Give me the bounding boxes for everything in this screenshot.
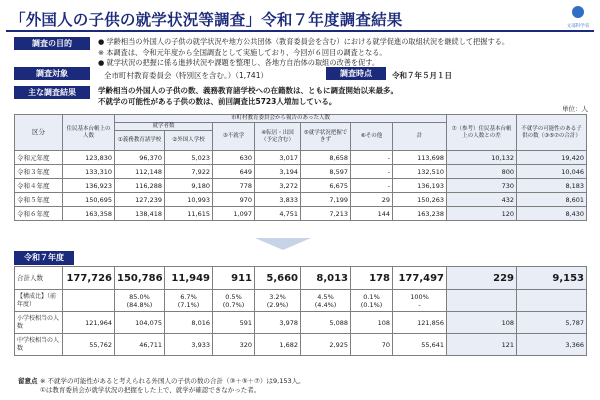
r7-table [14, 266, 587, 356]
year-row-cell-c4: 4,751 [255, 207, 301, 221]
header-c3: ③不就学 [213, 123, 255, 151]
year-row-cell-c2: 9,180 [165, 179, 213, 193]
r7-elem-c6: 108 [351, 312, 393, 334]
r7-elem-c5: 5,088 [301, 312, 351, 334]
year-row-cell-c2: 5,023 [165, 151, 213, 165]
year-row-cell-c5: 6,675 [301, 179, 351, 193]
year-row-cell-year: 令和３年度 [15, 165, 63, 179]
year-row-cell-c9: 8,183 [517, 179, 587, 193]
year-row-cell-c9: 10,046 [517, 165, 587, 179]
down-arrow-icon [255, 238, 311, 250]
r7-ratio-c6-val: 0.1% [363, 292, 380, 301]
year-row-cell-c9: 8,601 [517, 193, 587, 207]
year-row-cell-c9: 19,420 [517, 151, 587, 165]
r7-mid-c2: 3,933 [165, 334, 213, 356]
header-c9: 不就学の可能性のある子供の数（③⑤⑦の合計） [517, 115, 587, 151]
history-table [14, 114, 587, 221]
purpose-line-2: ※ 本調査は、令和元年度から全国調査として実施しており、今回が６回目の調査となる。 [98, 47, 387, 57]
date-value: 令和７年５月１日 [392, 71, 452, 80]
header-shugaku: 就学者数 [115, 123, 213, 131]
page-title: 「外国人の子供の就学状況等調査」令和７年度調査結果 [10, 11, 403, 29]
year-row-cell-year: 令和元年度 [15, 151, 63, 165]
year-row-cell-a: 150,695 [63, 193, 115, 207]
r7-ratio-c2 [165, 290, 213, 312]
r7-elem-label: 小学校相当の人数 [15, 312, 63, 334]
r7-ratio-c8 [447, 290, 517, 312]
r7-total-c3: 911 [213, 267, 255, 290]
r7-total-a: 177,726 [63, 267, 115, 290]
purpose-line-1: ● 学齢相当の外国人の子供の就学状況や地方公共団体（教育委員会を含む）における就学促進の取組状況を継続して把握する。 [98, 37, 510, 46]
year-row-cell-c7: 150,263 [393, 193, 447, 207]
r7-total-label: 合計人数 [15, 267, 63, 290]
r7-ratio-c6 [351, 290, 393, 312]
header-c2: ②外国人学校 [165, 131, 213, 151]
r7-total-c9: 9,153 [517, 267, 587, 290]
r7-mid-c4: 1,682 [255, 334, 301, 356]
r7-mid-row [15, 334, 587, 356]
header-juki: 住民基本台帳上の人数 [63, 115, 115, 151]
results-label: 主な調査結果 [14, 86, 90, 99]
year-row-cell-c3: 1,097 [213, 207, 255, 221]
r7-elem-c2: 8,016 [165, 312, 213, 334]
unit-label: 単位：人 [562, 105, 588, 113]
target-label: 調査対象 [14, 67, 90, 80]
results-line-1: 学齢相当の外国人の子供の数、義務教育諸学校への在籍数は、ともに調査開始以来最多。 [98, 86, 398, 95]
r7-ratio-c4-prev: (2.9%) [266, 300, 289, 309]
year-row-cell-c5: 7,213 [301, 207, 351, 221]
year-row-cell-c2: 10,993 [165, 193, 213, 207]
r7-table-wrap [14, 266, 586, 356]
r7-ratio-c4 [255, 290, 301, 312]
notes-block [18, 377, 305, 395]
r7-ratio-row [15, 290, 587, 312]
r7-mid-label: 中学校相当の人数 [15, 334, 63, 356]
header-group: 市町村教育委員会から報告のあった人数 [115, 115, 447, 123]
year-row-cell-c5: 7,199 [301, 193, 351, 207]
r7-mid-c9: 3,366 [517, 334, 587, 356]
year-row [15, 207, 587, 221]
purpose-line-3: ● 就学状況の把握に係る進捗状況や課題を整理し、各地方自治体の取組の改善を促す。 [98, 58, 380, 67]
year-row-cell-year: 令和５年度 [15, 193, 63, 207]
year-row-cell-c3: 970 [213, 193, 255, 207]
notes-title: 留意点 [18, 377, 38, 385]
year-row-cell-c8: 800 [447, 165, 517, 179]
year-row-cell-c1: 138,418 [115, 207, 165, 221]
year-row-cell-c3: 649 [213, 165, 255, 179]
logo-emblem-icon [572, 6, 584, 18]
r7-mid-c5: 2,925 [301, 334, 351, 356]
target-value: 全市町村教育委員会（特別区を含む。）（1,741） [104, 71, 268, 80]
r7-elem-a: 121,964 [63, 312, 115, 334]
r7-ratio-c9 [517, 290, 587, 312]
year-row-cell-year: 令和４年度 [15, 179, 63, 193]
r7-elem-c8: 108 [447, 312, 517, 334]
r7-ratio-c7-val: 100% [410, 292, 429, 301]
year-row [15, 165, 587, 179]
history-table-wrap [14, 114, 586, 221]
year-row-cell-c2: 11,615 [165, 207, 213, 221]
r7-ratio-label: 【構成比】（前年度） [15, 290, 63, 312]
note-line-1: ※ 不就学の可能性があると考えられる外国人の子供の数の合計（③＋⑤＋⑦）は9,153人。 [40, 377, 305, 385]
year-row-cell-c5: 8,597 [301, 165, 351, 179]
r7-elem-c3: 591 [213, 312, 255, 334]
r7-ratio-c3-val: 0.5% [225, 292, 242, 301]
year-row-cell-c6: 144 [351, 207, 393, 221]
r7-mid-c1: 46,711 [115, 334, 165, 356]
r7-ratio-c1-prev: (84.8%) [126, 300, 153, 309]
year-row-cell-c4: 3,833 [255, 193, 301, 207]
r7-total-c1: 150,786 [115, 267, 165, 290]
year-row-cell-c1: 127,239 [115, 193, 165, 207]
r7-elem-c4: 3,978 [255, 312, 301, 334]
r7-ratio-c7-prev: - [418, 300, 421, 309]
r7-ratio-c6-prev: (0.1%) [360, 300, 383, 309]
year-row-cell-a: 123,830 [63, 151, 115, 165]
r7-ratio-c7 [393, 290, 447, 312]
date-label: 調査時点 [326, 67, 386, 80]
r7-ratio-c2-val: 6.7% [180, 292, 197, 301]
r7-ratio-c2-prev: (7.1%) [177, 300, 200, 309]
r7-total-c7: 177,497 [393, 267, 447, 290]
note-line-2: ①は教育委員会が就学状況の把握をした上で、就学が確認できなかった者。 [40, 386, 261, 394]
year-row-cell-c7: 132,510 [393, 165, 447, 179]
year-row [15, 179, 587, 193]
year-row-cell-year: 令和６年度 [15, 207, 63, 221]
year-row-cell-c9: 8,430 [517, 207, 587, 221]
r7-total-c6: 178 [351, 267, 393, 290]
r7-total-c2: 11,949 [165, 267, 213, 290]
results-line-2: 不就学の可能性がある子供の数は、前回調査比5723人増加している。 [98, 96, 337, 106]
year-row-cell-a: 163,358 [63, 207, 115, 221]
year-row-cell-c3: 778 [213, 179, 255, 193]
r7-mid-c3: 320 [213, 334, 255, 356]
year-row-cell-c4: 3,017 [255, 151, 301, 165]
r7-ratio-c5-prev: (4.4%) [314, 300, 337, 309]
purpose-text [98, 37, 592, 69]
r7-mid-c8: 121 [447, 334, 517, 356]
year-row-cell-c8: 432 [447, 193, 517, 207]
r7-mid-c6: 70 [351, 334, 393, 356]
header-c8: ⑦（参考）住民基本台帳上の人数との差 [447, 115, 517, 151]
year-row-cell-c4: 3,194 [255, 165, 301, 179]
r7-ratio-c1 [115, 290, 165, 312]
header-c6: ⑥その他 [351, 123, 393, 151]
year-row [15, 193, 587, 207]
r7-ratio-a [63, 290, 115, 312]
header-c4: ④転居・出国（予定含む） [255, 123, 301, 151]
results-text [98, 86, 398, 107]
r7-ratio-c5 [301, 290, 351, 312]
r7-elem-row [15, 312, 587, 334]
year-row-cell-c7: 163,238 [393, 207, 447, 221]
year-row-cell-c8: 730 [447, 179, 517, 193]
logo-text: 文部科学省 [566, 24, 590, 29]
r7-total-c8: 229 [447, 267, 517, 290]
title-divider [6, 30, 594, 32]
purpose-label: 調査の目的 [14, 37, 90, 50]
header-c7: 計 [393, 123, 447, 151]
year-row-cell-c2: 7,922 [165, 165, 213, 179]
r7-elem-c9: 5,787 [517, 312, 587, 334]
year-row-cell-c6: 29 [351, 193, 393, 207]
year-row-cell-c6: - [351, 165, 393, 179]
year-row-cell-c8: 10,132 [447, 151, 517, 165]
year-row-cell-c5: 8,658 [301, 151, 351, 165]
r7-mid-c7: 55,641 [393, 334, 447, 356]
year-row-cell-c1: 112,148 [115, 165, 165, 179]
header-c1: ①義務教育諸学校 [115, 131, 165, 151]
r7-elem-c7: 121,856 [393, 312, 447, 334]
year-row-cell-c7: 113,698 [393, 151, 447, 165]
r7-ratio-c4-val: 3.2% [269, 292, 286, 301]
r7-total-row [15, 267, 587, 290]
year-row [15, 151, 587, 165]
r7-elem-c1: 104,075 [115, 312, 165, 334]
year-row-cell-c6: - [351, 151, 393, 165]
header-kubun: 区分 [15, 115, 63, 151]
year-row-cell-c6: - [351, 179, 393, 193]
r7-ratio-c1-val: 85.0% [129, 292, 150, 301]
year-row-cell-c7: 136,193 [393, 179, 447, 193]
r7-total-c4: 5,660 [255, 267, 301, 290]
r7-total-c5: 8,013 [301, 267, 351, 290]
year-row-cell-c1: 96,370 [115, 151, 165, 165]
year-row-cell-c4: 3,272 [255, 179, 301, 193]
year-row-cell-a: 133,310 [63, 165, 115, 179]
year-row-cell-a: 136,923 [63, 179, 115, 193]
year-row-cell-c8: 120 [447, 207, 517, 221]
year-row-cell-c1: 116,288 [115, 179, 165, 193]
r7-mid-a: 55,762 [63, 334, 115, 356]
r7-ratio-c3-prev: (0.7%) [222, 300, 245, 309]
r7-label: 令和７年度 [14, 251, 74, 265]
year-row-cell-c3: 630 [213, 151, 255, 165]
header-c5: ⑤就学状況把握できず [301, 123, 351, 151]
r7-ratio-c3 [213, 290, 255, 312]
r7-ratio-c5-val: 4.5% [317, 292, 334, 301]
